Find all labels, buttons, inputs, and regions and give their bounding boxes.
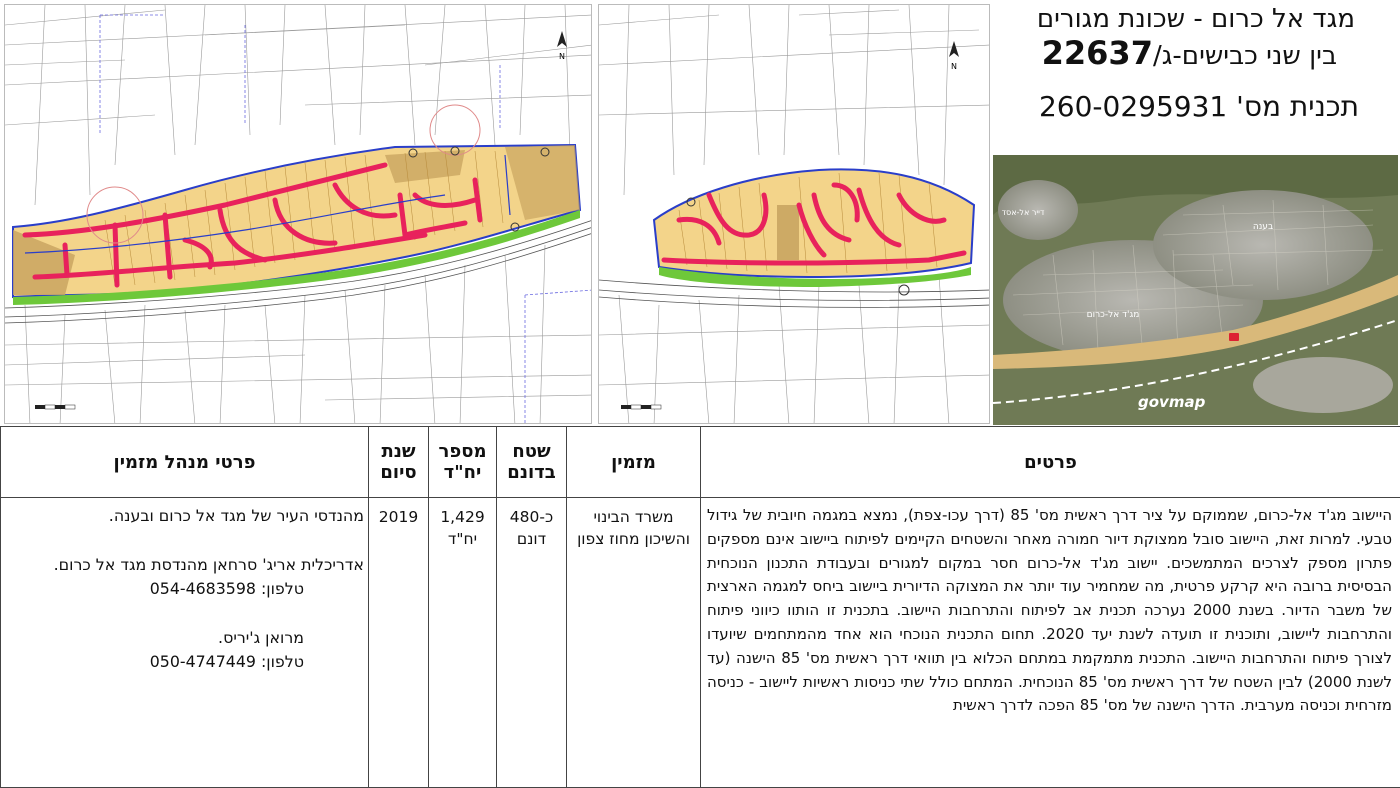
place-label-biina: בענה <box>1252 222 1274 232</box>
header-initiator: מזמין <box>567 427 701 498</box>
plan-map-east-drawing <box>599 5 990 424</box>
header-units: מספר יח"ד <box>429 427 497 498</box>
scale-bar-icon <box>621 405 661 409</box>
plan-number: תכנית מס' 260-0295931 <box>1038 90 1359 123</box>
header-area: שטח בדונם <box>497 427 567 498</box>
road-sign-icon <box>1229 333 1239 341</box>
manager-line-engineers: מהנדסי העיר של מגד אל כרום ובענה. <box>108 506 364 525</box>
plan-map-west <box>4 4 592 424</box>
plan-title-block <box>1000 0 1395 150</box>
svg-text:N: N <box>951 62 957 71</box>
cell-initiator: משרד הבינוי והשיכון מחוז צפון <box>567 498 701 788</box>
manager-phone-1: טלפון: 054-4683598 <box>149 579 304 598</box>
cell-area: כ-480 דונם <box>497 498 567 788</box>
place-label-deir-al-asad: דייר אל-אסד <box>1001 208 1045 217</box>
scale-bar-icon <box>35 405 75 409</box>
plan-subtitle <box>1042 34 1337 72</box>
plan-map-east <box>598 4 990 424</box>
cell-year: 2019 <box>369 498 429 788</box>
header-year: שנת סיום <box>369 427 429 498</box>
manager-line-architect: אדריכלית אריג' סרחאן מהנדסת מגד אל כרום. <box>53 554 364 574</box>
cell-details: היישוב מג'ד אל-כרום, שממוקם על ציר דרך ראשית מס' 85 (דרך עכו-צפת), נמצא במגמה חיובית של גידול טבעי. למרות זאת, היישוב סובל ממצוקת דיור חמורה מאחר והשטחים הקיימים לפיתוח ביישוב אינם מספקים פתרון מספק לצרכים המתמשכים. יישוב מג'ד אל-כרום חסר במקום למגורים ובעבודת התכנון הנוכחית הבסיסית ברובה היא קרקע פרטית, מה שמחמיר עוד יותר את המצוקה הדיורית ביישוב ביחס למגמה הארצית של משבר הדיור. בשנת 2000 נערכה תכנית אב לפיתוח והתרחבות היישוב. בתכנית זו הותוו כיווני פיתוח והתרחבות ליישוב, ותוכנית זו תועדה לשנת יעד 2020. תחום התכנית הנוכחי הוא אחד מהמתחמים שיועדו לצורך פיתוח והתרחבות היישוב. התכנית מתמקמת במתחם הכלוא בין תוואי דרך ראשית מס' 85 הישנה (עד לשנת 2000) לבין השטח של דרך ראשית מס' 85 הנוכחית. המתחם כולל שתי כניסות ראשיות ליישוב - כניסה מזרחית וכניסה מערבית. הדרך הישנה של מס' 85 הפכה לדרך ראשית <box>701 498 1400 788</box>
aerial-photo <box>993 155 1398 425</box>
govmap-watermark: govmap <box>1138 393 1206 411</box>
plan-number-old: 22637 <box>1041 34 1153 72</box>
plan-title: מגד אל כרום - שכונת מגורים <box>1036 4 1355 34</box>
manager-line-contact: מרואן ג'יריס. <box>218 627 304 647</box>
svg-text:N: N <box>559 52 565 61</box>
manager-phone-2: טלפון: 050-4747449 <box>149 652 304 671</box>
table-row <box>1 498 1400 788</box>
cell-units: 1,429 יח"ד <box>429 498 497 788</box>
aerial-photo-drawing <box>993 155 1398 425</box>
plan-map-west-drawing <box>5 5 592 424</box>
header-details: פרטים <box>701 427 1400 498</box>
header-manager: פרטי מנהל מזמין <box>1 427 369 498</box>
project-table <box>0 426 1400 788</box>
table-header-row <box>1 427 1400 498</box>
place-label-majd-al-krum: מג'ד אל-כרום <box>1086 310 1140 320</box>
plan-subtitle-text: בין שני כבישים-ג/ <box>1152 41 1337 71</box>
cell-manager <box>1 498 369 788</box>
